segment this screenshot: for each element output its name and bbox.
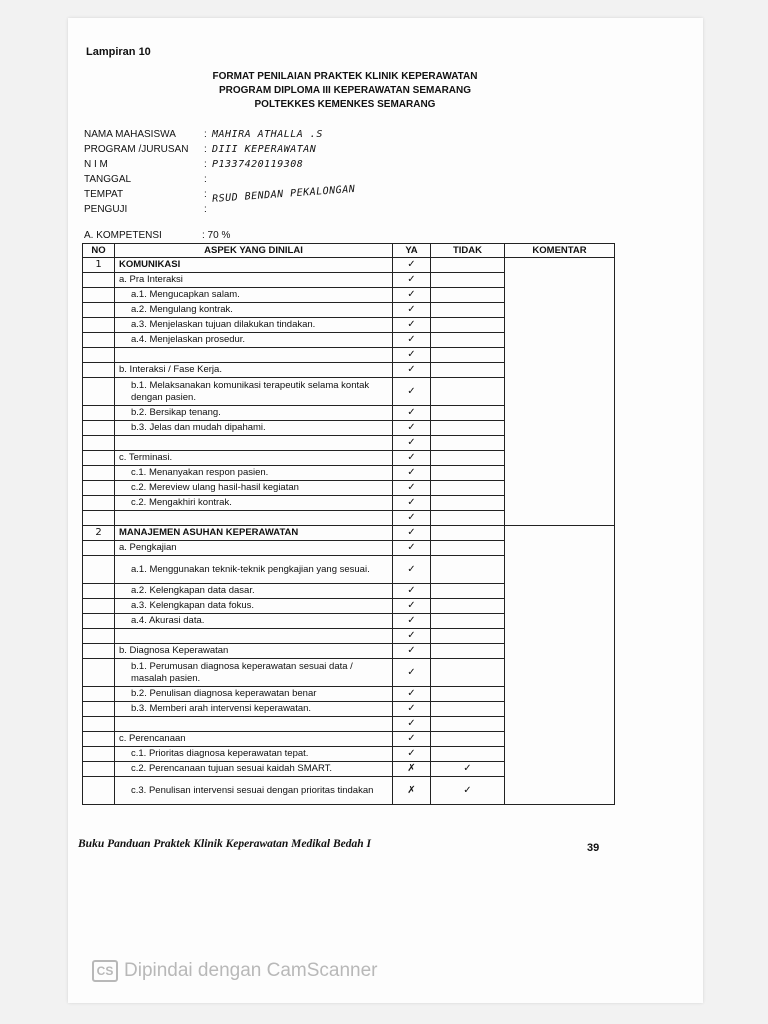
row-ya: ✓ — [393, 273, 431, 288]
row-ya: ✓ — [393, 556, 431, 584]
book-title: Buku Panduan Praktek Klinik Keperawatan Medikal Bedah I — [78, 838, 371, 850]
info-label: TEMPAT — [84, 189, 124, 200]
document-title — [170, 70, 520, 112]
row-aspek: a.3. Menjelaskan tujuan dilakukan tindakan. — [115, 318, 393, 333]
table-row — [83, 584, 615, 599]
row-no — [83, 348, 115, 363]
row-komentar — [505, 436, 615, 451]
header-komentar: KOMENTAR — [505, 244, 615, 258]
row-no — [83, 436, 115, 451]
row-ya: ✓ — [393, 348, 431, 363]
row-ya: ✓ — [393, 333, 431, 348]
table-row — [83, 466, 615, 481]
row-tidak — [431, 378, 505, 406]
row-ya: ✓ — [393, 599, 431, 614]
row-ya: ✓ — [393, 496, 431, 511]
row-komentar — [505, 526, 615, 541]
info-value: DIII KEPERAWATAN — [212, 144, 317, 155]
table-row — [83, 687, 615, 702]
lampiran-label: Lampiran 10 — [86, 46, 151, 58]
row-ya: ✓ — [393, 732, 431, 747]
row-komentar — [505, 258, 615, 273]
row-komentar — [505, 511, 615, 526]
row-ya: ✓ — [393, 629, 431, 644]
row-ya: ✓ — [393, 406, 431, 421]
row-ya: ✓ — [393, 511, 431, 526]
row-komentar — [505, 732, 615, 747]
row-komentar — [505, 406, 615, 421]
info-value: RSUD BENDAN PEKALONGAN — [211, 183, 356, 205]
row-no — [83, 421, 115, 436]
row-komentar — [505, 659, 615, 687]
row-no — [83, 629, 115, 644]
row-no: 2 — [83, 526, 115, 541]
table-row — [83, 747, 615, 762]
row-tidak — [431, 747, 505, 762]
row-tidak — [431, 614, 505, 629]
table-row — [83, 288, 615, 303]
row-ya: ✓ — [393, 363, 431, 378]
row-no — [83, 318, 115, 333]
table-row — [83, 599, 615, 614]
row-komentar — [505, 481, 615, 496]
row-tidak — [431, 333, 505, 348]
table-row — [83, 777, 615, 805]
row-tidak — [431, 629, 505, 644]
row-komentar — [505, 318, 615, 333]
table-row — [83, 333, 615, 348]
table-row — [83, 363, 615, 378]
table-row — [83, 644, 615, 659]
row-tidak: ✓ — [431, 777, 505, 805]
row-ya: ✓ — [393, 644, 431, 659]
row-no — [83, 451, 115, 466]
table-row — [83, 702, 615, 717]
row-no — [83, 762, 115, 777]
row-tidak — [431, 258, 505, 273]
row-ya: ✗ — [393, 777, 431, 805]
table-row — [83, 481, 615, 496]
row-komentar — [505, 288, 615, 303]
row-no — [83, 363, 115, 378]
row-aspek: a.2. Mengulang kontrak. — [115, 303, 393, 318]
table-row — [83, 436, 615, 451]
row-no — [83, 777, 115, 805]
row-ya: ✓ — [393, 318, 431, 333]
row-no — [83, 659, 115, 687]
row-aspek: b. Diagnosa Keperawatan — [115, 644, 393, 659]
row-aspek: c.1. Menanyakan respon pasien. — [115, 466, 393, 481]
header-no: NO — [83, 244, 115, 258]
title-line: PROGRAM DIPLOMA III KEPERAWATAN SEMARANG — [218, 85, 472, 96]
row-tidak — [431, 288, 505, 303]
row-komentar — [505, 421, 615, 436]
table-row — [83, 421, 615, 436]
info-label: NAMA MAHASISWA — [84, 129, 176, 140]
row-komentar — [505, 702, 615, 717]
row-no — [83, 702, 115, 717]
row-tidak — [431, 732, 505, 747]
row-no — [83, 333, 115, 348]
row-no — [83, 717, 115, 732]
table-row — [83, 762, 615, 777]
row-aspek: a.4. Akurasi data. — [115, 614, 393, 629]
row-tidak — [431, 303, 505, 318]
row-aspek: c.2. Perencanaan tujuan sesuai kaidah SMART. — [115, 762, 393, 777]
row-aspek: b.3. Jelas dan mudah dipahami. — [115, 421, 393, 436]
row-ya: ✓ — [393, 717, 431, 732]
row-aspek: c.3. Penulisan intervensi sesuai dengan prioritas tindakan — [115, 777, 393, 805]
row-tidak — [431, 406, 505, 421]
table-row — [83, 526, 615, 541]
row-ya: ✓ — [393, 584, 431, 599]
row-aspek: c.2. Mereview ulang hasil-hasil kegiatan — [115, 481, 393, 496]
table-row — [83, 406, 615, 421]
table-row — [83, 303, 615, 318]
title-line: FORMAT PENILAIAN PRAKTEK KLINIK KEPERAWATAN — [212, 71, 478, 82]
kompetensi — [84, 230, 230, 241]
row-no — [83, 511, 115, 526]
table-row — [83, 348, 615, 363]
camscanner-text: Dipindai dengan CamScanner — [124, 960, 378, 981]
header-aspek: ASPEK YANG DINILAI — [115, 244, 393, 258]
row-no — [83, 406, 115, 421]
info-row-nim: N I M : P1337420119308 — [84, 159, 304, 170]
table-header-row — [83, 244, 615, 258]
row-tidak — [431, 511, 505, 526]
row-tidak — [431, 363, 505, 378]
row-ya: ✓ — [393, 614, 431, 629]
table-row — [83, 541, 615, 556]
table-row — [83, 273, 615, 288]
row-komentar — [505, 687, 615, 702]
row-tidak — [431, 481, 505, 496]
table-row — [83, 614, 615, 629]
info-value: MAHIRA ATHALLA .S — [212, 129, 323, 140]
row-komentar — [505, 303, 615, 318]
row-aspek: a. Pra Interaksi — [115, 273, 393, 288]
row-komentar — [505, 556, 615, 584]
row-aspek: a.1. Mengucapkan salam. — [115, 288, 393, 303]
header-ya: YA — [393, 244, 431, 258]
info-row-tanggal: TANGGAL : — [84, 172, 355, 187]
row-tidak — [431, 584, 505, 599]
row-aspek: c. Terminasi. — [115, 451, 393, 466]
row-komentar — [505, 762, 615, 777]
row-ya: ✓ — [393, 526, 431, 541]
row-tidak — [431, 348, 505, 363]
table-row — [83, 511, 615, 526]
row-no — [83, 732, 115, 747]
row-tidak — [431, 687, 505, 702]
row-no — [83, 584, 115, 599]
row-tidak — [431, 659, 505, 687]
row-tidak — [431, 318, 505, 333]
row-aspek: b.2. Penulisan diagnosa keperawatan benar — [115, 687, 393, 702]
row-ya: ✓ — [393, 378, 431, 406]
row-no — [83, 466, 115, 481]
row-komentar — [505, 273, 615, 288]
row-komentar — [505, 363, 615, 378]
table-row — [83, 659, 615, 687]
kompetensi-value: : 70 % — [202, 230, 231, 241]
row-ya: ✓ — [393, 421, 431, 436]
info-label: PROGRAM /JURUSAN — [84, 144, 189, 155]
row-aspek: a.3. Kelengkapan data fokus. — [115, 599, 393, 614]
table-row — [83, 318, 615, 333]
row-ya: ✓ — [393, 303, 431, 318]
table-row — [83, 496, 615, 511]
row-komentar — [505, 378, 615, 406]
info-row-tempat: TEMPAT : RSUD BENDAN PEKALONGAN — [84, 187, 355, 202]
row-aspek: a.2. Kelengkapan data dasar. — [115, 584, 393, 599]
title-line: POLTEKKES KEMENKES SEMARANG — [254, 99, 436, 110]
table-row — [83, 378, 615, 406]
row-aspek: a.4. Menjelaskan prosedur. — [115, 333, 393, 348]
row-komentar — [505, 466, 615, 481]
row-ya: ✓ — [393, 659, 431, 687]
row-komentar — [505, 496, 615, 511]
row-aspek — [115, 717, 393, 732]
row-aspek: MANAJEMEN ASUHAN KEPERAWATAN — [115, 526, 393, 541]
row-tidak — [431, 496, 505, 511]
row-no — [83, 288, 115, 303]
row-komentar — [505, 348, 615, 363]
row-no — [83, 644, 115, 659]
table-body — [83, 258, 615, 805]
student-info — [84, 127, 355, 217]
row-ya: ✓ — [393, 288, 431, 303]
row-no — [83, 273, 115, 288]
table-row — [83, 451, 615, 466]
row-ya: ✓ — [393, 702, 431, 717]
row-komentar — [505, 451, 615, 466]
row-komentar — [505, 333, 615, 348]
row-tidak — [431, 702, 505, 717]
row-no — [83, 378, 115, 406]
row-aspek: c. Perencanaan — [115, 732, 393, 747]
row-aspek: b.1. Perumusan diagnosa keperawatan sesuai data / masalah pasien. — [115, 659, 393, 687]
info-value — [210, 172, 212, 187]
row-aspek: c.2. Mengakhiri kontrak. — [115, 496, 393, 511]
row-no — [83, 614, 115, 629]
row-komentar — [505, 599, 615, 614]
row-tidak — [431, 541, 505, 556]
row-komentar — [505, 629, 615, 644]
row-tidak — [431, 556, 505, 584]
row-aspek: b.1. Melaksanakan komunikasi terapeutik selama kontak dengan pasien. — [115, 378, 393, 406]
row-komentar — [505, 644, 615, 659]
row-komentar — [505, 717, 615, 732]
table-row — [83, 717, 615, 732]
row-tidak: ✓ — [431, 762, 505, 777]
info-label: TANGGAL — [84, 174, 132, 185]
header-tidak: TIDAK — [431, 244, 505, 258]
row-tidak — [431, 436, 505, 451]
table-row — [83, 258, 615, 273]
row-ya: ✓ — [393, 747, 431, 762]
row-tidak — [431, 421, 505, 436]
row-no — [83, 747, 115, 762]
info-value: P1337420119308 — [212, 159, 304, 170]
camscanner-watermark — [92, 960, 378, 982]
row-ya: ✓ — [393, 258, 431, 273]
table-row — [83, 732, 615, 747]
info-row-nama: NAMA MAHASISWA : MAHIRA ATHALLA .S — [84, 129, 323, 140]
table-row — [83, 556, 615, 584]
info-label: PENGUJI — [84, 204, 128, 215]
row-aspek: a. Pengkajian — [115, 541, 393, 556]
row-ya: ✗ — [393, 762, 431, 777]
row-ya: ✓ — [393, 481, 431, 496]
row-no — [83, 687, 115, 702]
row-no — [83, 541, 115, 556]
kompetensi-label: A. KOMPETENSI — [84, 230, 162, 241]
row-aspek — [115, 348, 393, 363]
row-aspek: c.1. Prioritas diagnosa keperawatan tepat. — [115, 747, 393, 762]
row-no — [83, 599, 115, 614]
row-komentar — [505, 541, 615, 556]
row-tidak — [431, 599, 505, 614]
row-aspek — [115, 629, 393, 644]
info-row-program: PROGRAM /JURUSAN : DIII KEPERAWATAN — [84, 144, 317, 155]
camscanner-icon: CS — [92, 960, 118, 982]
row-komentar — [505, 584, 615, 599]
page-number: 39 — [587, 842, 600, 854]
row-aspek: b.3. Memberi arah intervensi keperawatan. — [115, 702, 393, 717]
row-aspek: b.2. Bersikap tenang. — [115, 406, 393, 421]
row-aspek: b. Interaksi / Fase Kerja. — [115, 363, 393, 378]
info-row-penguji: PENGUJI : — [84, 202, 355, 217]
row-ya: ✓ — [393, 466, 431, 481]
row-no — [83, 481, 115, 496]
row-no — [83, 556, 115, 584]
info-label: N I M — [84, 159, 108, 170]
row-no: 1 — [83, 258, 115, 273]
row-tidak — [431, 717, 505, 732]
row-komentar — [505, 614, 615, 629]
row-aspek: a.1. Menggunakan teknik-teknik pengkajian yang sesuai. — [115, 556, 393, 584]
row-tidak — [431, 526, 505, 541]
row-aspek: KOMUNIKASI — [115, 258, 393, 273]
row-no — [83, 496, 115, 511]
row-ya: ✓ — [393, 436, 431, 451]
row-no — [83, 303, 115, 318]
row-tidak — [431, 466, 505, 481]
row-tidak — [431, 273, 505, 288]
row-tidak — [431, 644, 505, 659]
table-row — [83, 629, 615, 644]
row-tidak — [431, 451, 505, 466]
row-ya: ✓ — [393, 451, 431, 466]
row-ya: ✓ — [393, 541, 431, 556]
assessment-table — [82, 243, 615, 805]
row-komentar — [505, 747, 615, 762]
row-aspek — [115, 511, 393, 526]
row-ya: ✓ — [393, 687, 431, 702]
row-komentar — [505, 777, 615, 805]
row-aspek — [115, 436, 393, 451]
